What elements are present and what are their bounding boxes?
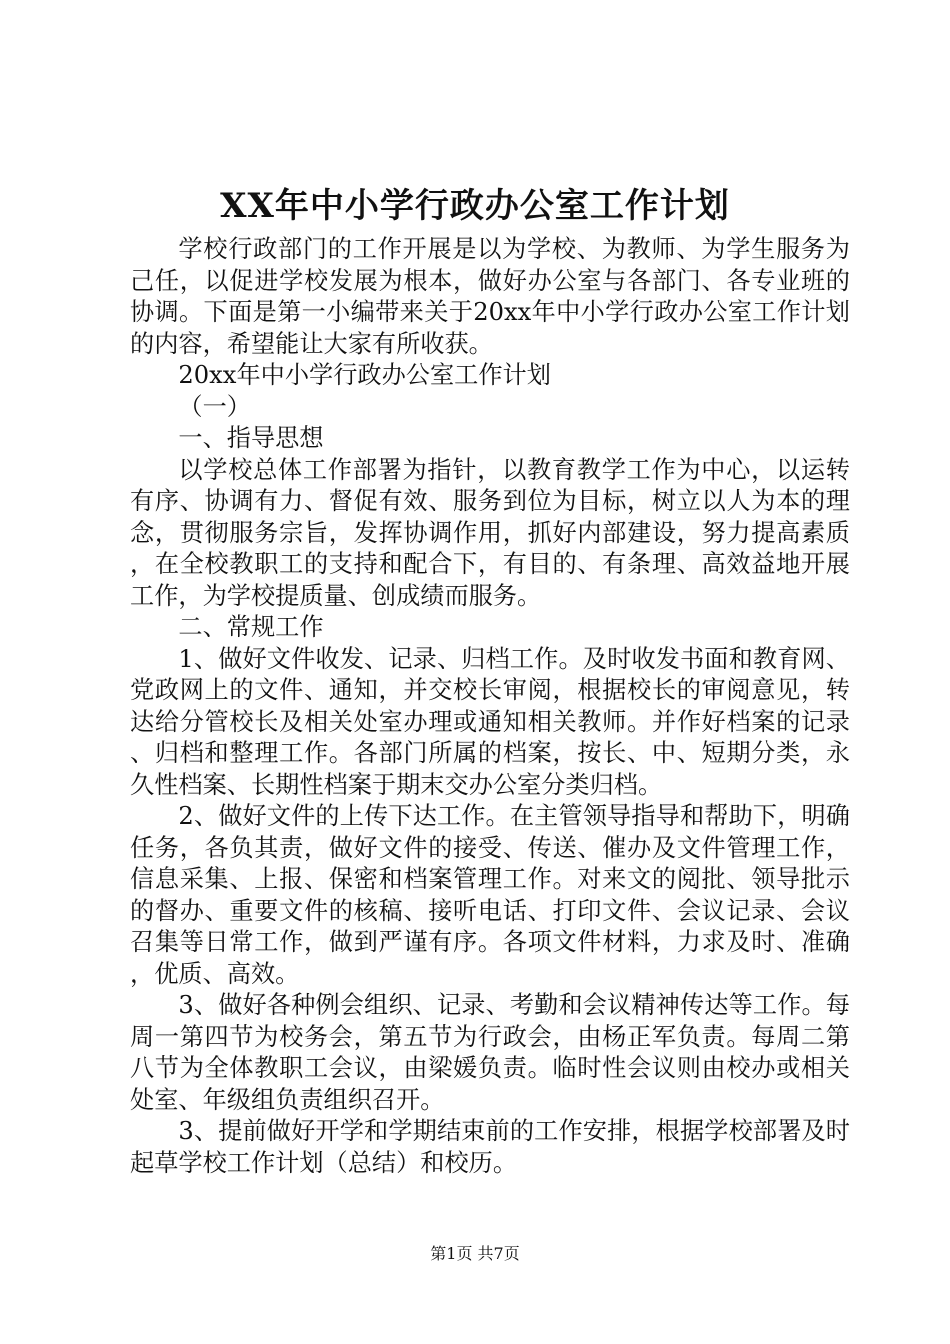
section-number: （一）	[178, 392, 251, 421]
routine-item-3: 3、做好各种例会组织、记录、考勤和会议精神传达等工作。每周一第四节为校务会，第五节为行政会，由杨正军负责。每周二第八节为全体教职工会议，由梁媛负责。临时性会议则由校办或相关处室、年级组负责组织召开。	[130, 991, 850, 1114]
guiding-ideology-paragraph: 以学校总体工作部署为指针，以教育教学工作为中心，以运转有序、协调有力、督促有效、服务到位为目标，树立以人为本的理念，贯彻服务宗旨，发挥协调作用，抓好内部建设，努力提高素质，在全校教职工的支持和配合下，有目的、有条理、高效益地开展工作，为学校提质量、创成绩而服务。	[130, 455, 850, 610]
subtitle-line: 20xx年中小学行政办公室工作计划	[178, 361, 551, 389]
intro-paragraph: 学校行政部门的工作开展是以为学校、为教师、为学生服务为己任，以促进学校发展为根本，做好办公室与各部门、各专业班的协调。下面是第一小编带来关于20xx年中小学行政办公室工作计划的内容，希望能让大家有所收获。	[130, 235, 850, 358]
section-heading-routine-work: 二、常规工作	[178, 613, 324, 641]
routine-item-2: 2、做好文件的上传下达工作。在主管领导指导和帮助下，明确任务，各负其责，做好文件的接受、传送、催办及文件管理工作，信息采集、上报、保密和档案管理工作。对来文的阅批、领导批示的督办、重要文件的核稿、接听电话、打印文件、会议记录、会议召集等日常工作，做到严谨有序。各项文件材料，力求及时、准确，优质、高效。	[130, 802, 850, 988]
section-heading-guiding-ideology: 一、指导思想	[178, 424, 324, 452]
routine-item-3b: 3、提前做好开学和学期结束前的工作安排，根据学校部署及时起草学校工作计划（总结）和校历。	[130, 1117, 850, 1177]
document-title: XX年中小学行政办公室工作计划	[220, 186, 730, 226]
page-footer: 第1页 共7页	[430, 1244, 520, 1263]
document-body	[130, 234, 850, 1179]
routine-item-1: 1、做好文件收发、记录、归档工作。及时收发书面和教育网、党政网上的文件、通知，并交校长审阅，根据校长的审阅意见，转达给分管校长及相关处室办理或通知相关教师。并作好档案的记录、归档和整理工作。各部门所属的档案，按长、中、短期分类，永久性档案、长期性档案于期末交办公室分类归档。	[130, 644, 850, 799]
